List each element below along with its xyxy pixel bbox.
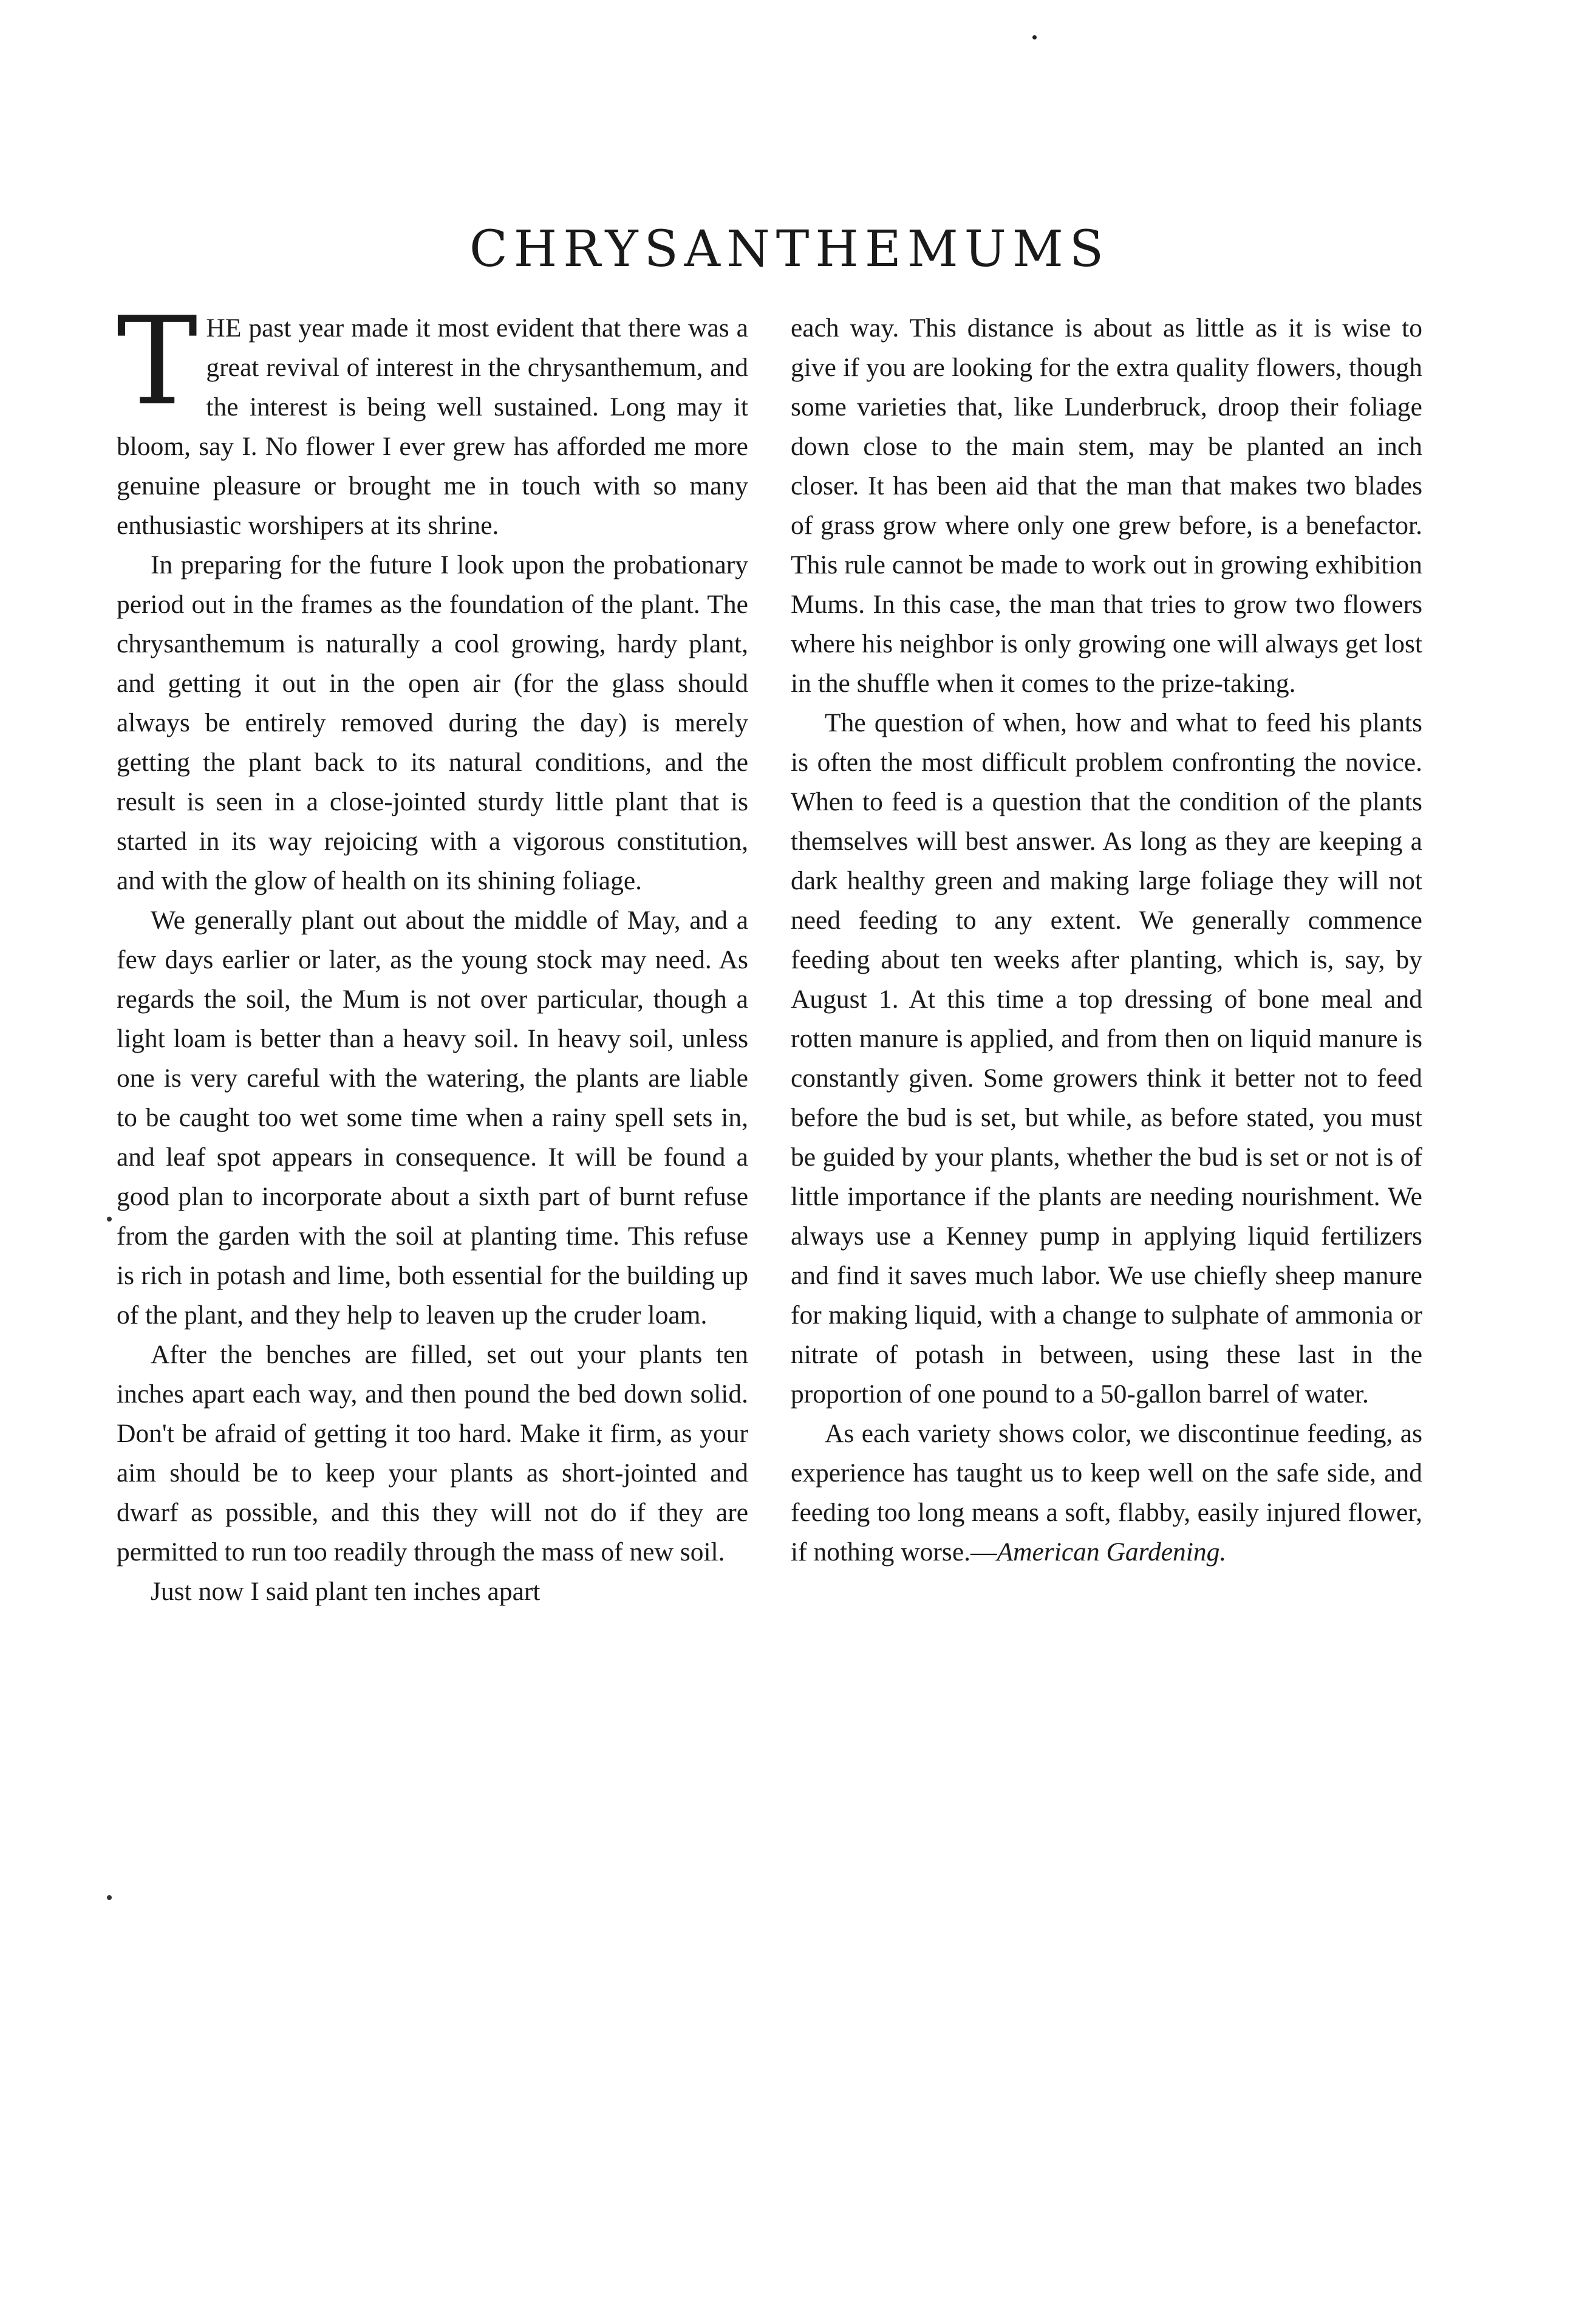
source-attribution: American Gardening. [997,1537,1227,1567]
margin-mark [107,1895,112,1900]
margin-mark [107,1217,112,1222]
article-title: CHRYSANTHEMUMS [469,220,1110,278]
paragraph-text: HE past year made it most evident that there was a great revival of interest in the chrysanthemum, and the interest is being well sustained. Long may it bloom, say I. No flower I ever grew has afforded me more genuine pleasure or brought me in touch with so many enthusiastic worshipers at its shrine. [117,313,748,540]
paragraph-continued: each way. This distance is about as little as it is wise to give if you are looking for the extra quality flowers, though some varieties that, like Lunderbruck, droop their foliage down close to the main stem, may be planted an inch closer. It has been aid that the man that makes two blades of grass grow where only one grew before, is a benefactor. This rule cannot be made to work out in growing exhibition Mums. In this case, the man that tries to grow two flowers where his neighbor is only growing one will always get lost in the shuffle when it comes to the prize-taking. [791,313,1422,698]
paragraph: Just now I said plant ten inches apart [151,1577,541,1606]
print-speck [1032,35,1037,39]
paragraph-text: As each variety shows color, we discontinue feeding, as experience has taught us to keep well on the safe side, and feeding too long means a soft, flabby, easily injured flower, if nothing worse.— [791,1419,1422,1567]
closing-paragraph [791,1414,1422,1572]
paragraph: In preparing for the future I look upon the probationary period out in the frames as the foundation of the plant. The chrysanthemum is naturally a cool growing, hardy plant, and getting it out in the open air (for the glass should always be entirely removed during the day) is merely getting the plant back to its natural conditions, and the result is seen in a close-jointed sturdy little plant that is started in its way rejoicing with a vigorous constitution, and with the glow of health on its shining foliage. [117,550,748,895]
paragraph: After the benches are filled, set out your plants ten inches apart each way, and then pound the bed down solid. Don't be afraid of getting it too hard. Make it firm, as your aim should be to keep your plants as short-jointed and dwarf as possible, and this they will not do if they are permitted to run too readily through the mass of new soil. [117,1340,748,1567]
opening-paragraph [117,291,748,545]
right-column [791,309,1422,1572]
paragraph: The question of when, how and what to feed his plants is often the most difficult problem confronting the novice. When to feed is a question that the condition of the plants themselves will best answer. As long as they are keeping a dark healthy green and making large foliage they will not need feeding to any extent. We generally commence feeding about ten weeks after planting, which is, say, by August 1. At this time a top dressing of bone meal and rotten manure is applied, and from then on liquid manure is constantly given. Some growers think it better not to feed before the bud is set, but while, as before stated, you must be guided by your plants, whether the bud is set or not is of little importance if the plants are needing nourishment. We always use a Kenney pump in applying liquid fertilizers and find it saves much labor. We use chiefly sheep manure for making liquid, with a change to sulphate of ammonia or nitrate of potash in between, using these last in the proportion of one pound to a 50-gallon barrel of water. [791,708,1422,1409]
drop-cap: T [117,291,198,432]
left-column [117,291,748,1611]
paragraph: We generally plant out about the middle of May, and a few days earlier or later, as the young stock may need. As regards the soil, the Mum is not over particular, though a light loam is better than a heavy soil. In heavy soil, unless one is very careful with the watering, the plants are liable to be caught too wet some time when a rainy spell sets in, and leaf spot appears in consequence. It will be found a good plan to incorporate about a sixth part of burnt refuse from the garden with the soil at planting time. This refuse is rich in potash and lime, both essential for the building up of the plant, and they help to leaven up the cruder loam. [117,906,748,1330]
